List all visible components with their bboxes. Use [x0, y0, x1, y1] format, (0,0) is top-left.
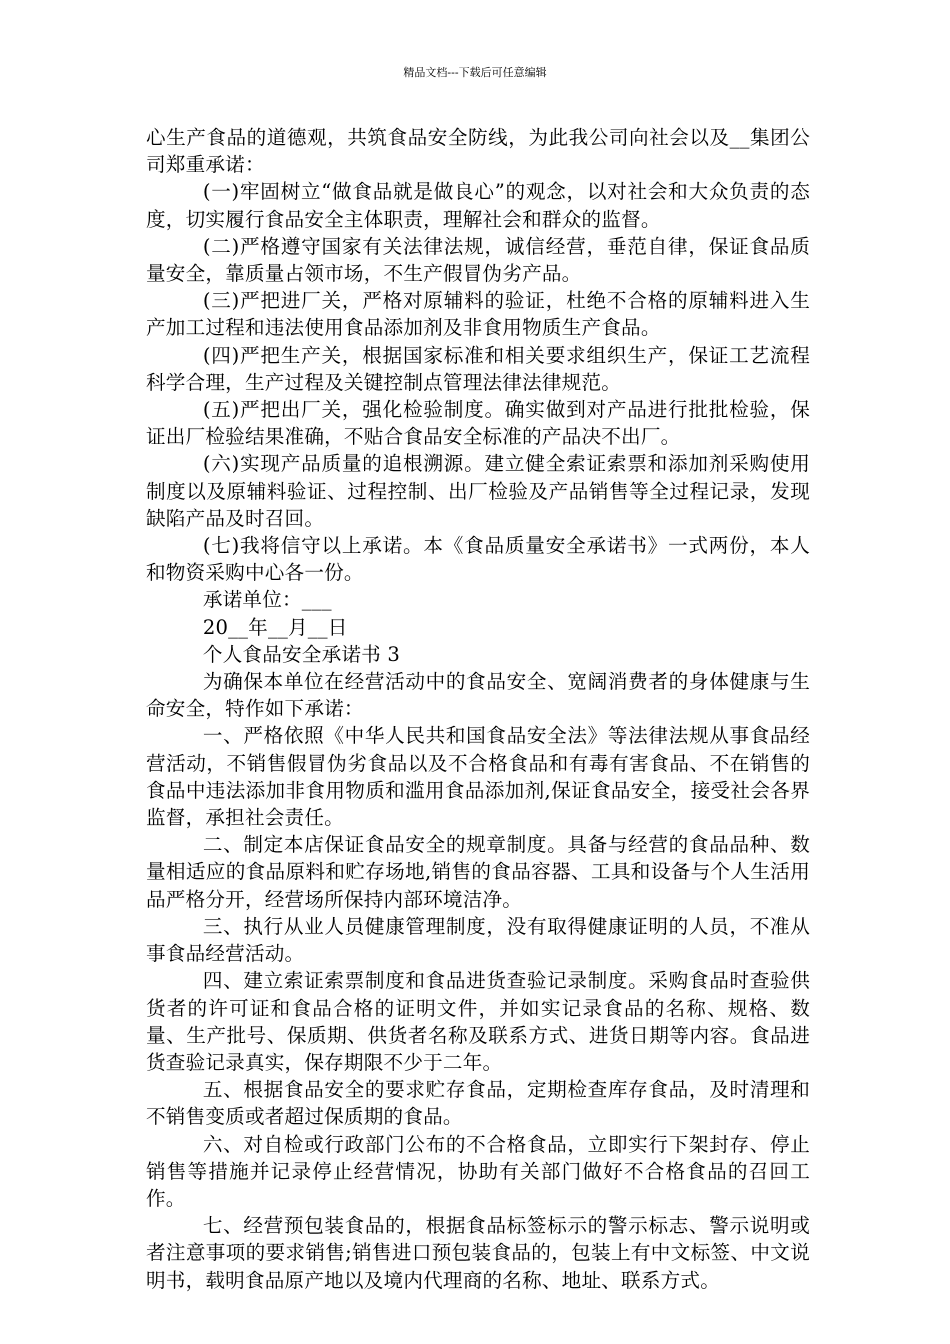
paragraph: 五、根据食品安全的要求贮存食品，定期检查库存食品，及时清理和不销售变质或者超过保质期的食品。 [146, 1078, 810, 1129]
paragraph: (七)我将信守以上承诺。本《食品质量安全承诺书》一式两份，本人和物资采购中心各一份。 [146, 534, 810, 585]
paragraph: (六)实现产品质量的追根溯源。建立健全索证索票和添加剂采购使用制度以及原辅料验证、过程控制、出厂检验及产品销售等全过程记录，发现缺陷产品及时召回。 [146, 452, 810, 530]
page-header: 精品文档---下载后可任意编辑 [403, 66, 547, 79]
paragraph: (二)严格遵守国家有关法律法规，诚信经营，垂范自律，保证食品质量安全，靠质量占领市场，不生产假冒伪劣产品。 [146, 234, 810, 286]
paragraph: 二、制定本店保证食品安全的规章制度。具备与经营的食品品种、数量相适应的食品原料和贮存场地,销售的食品容器、工具和设备与个人生活用品严格分开，经营场所保持内部环境洁净。 [146, 833, 810, 911]
signature-date: 20__年__月__日 [202, 615, 348, 639]
paragraph: 一、严格依照《中华人民共和国食品安全法》等法律法规从事食品经营活动，不销售假冒伪劣食品以及不合格食品和有毒有害食品、不在销售的食品中违法添加非食用物质和滥用食品添加剂,保证食品安全，接受社会各界监督，承担社会责任。 [146, 724, 810, 830]
paragraph: 四、建立索证索票制度和食品进货查验记录制度。采购食品时查验供货者的许可证和食品合格的证明文件，并如实记录食品的名称、规格、数量、生产批号、保质期、供货者名称及联系方式、进货日期等内容。食品进货查验记录真实，保存期限不少于二年。 [146, 969, 810, 1074]
paragraph: 心生产食品的道德观，共筑食品安全防线，为此我公司向社会以及__集团公司郑重承诺： [146, 126, 810, 177]
paragraph: 为确保本单位在经营活动中的食品安全、宽阔消费者的身体健康与生命安全，特作如下承诺： [146, 670, 810, 721]
paragraph: (五)严把出厂关，强化检验制度。确实做到对产品进行批批检验，保证出厂检验结果准确，不贴合食品安全标准的产品决不出厂。 [146, 398, 810, 449]
paragraph: 三、执行从业人员健康管理制度，没有取得健康证明的人员，不准从事食品经营活动。 [146, 914, 810, 966]
section-title: 个人食品安全承诺书 3 [202, 642, 401, 666]
paragraph: 七、经营预包装食品的，根据食品标签标示的警示标志、警示说明或者注意事项的要求销售;销售进口预包装食品的，包装上有中文标签、中文说明书，载明食品原产地以及境内代理商的名称、地址、联系方式。 [146, 1214, 810, 1292]
paragraph: 六、对自检或行政部门公布的不合格食品，立即实行下架封存、停止销售等措施并记录停止经营情况，协助有关部门做好不合格食品的召回工作。 [146, 1132, 810, 1210]
paragraph: (三)严把进厂关，严格对原辅料的验证，杜绝不合格的原辅料进入生产加工过程和违法使用食品添加剂及非食用物质生产食品。 [146, 289, 810, 340]
signature-unit: 承诺单位：___ [202, 588, 332, 612]
paragraph: (四)严把生产关，根据国家标准和相关要求组织生产，保证工艺流程科学合理，生产过程及关键控制点管理法律法律规范。 [146, 343, 810, 394]
document-body [146, 124, 810, 1294]
paragraph: (一)牢固树立“做食品就是做良心”的观念，以对社会和大众负责的态度，切实履行食品安全主体职责，理解社会和群众的监督。 [146, 180, 810, 231]
